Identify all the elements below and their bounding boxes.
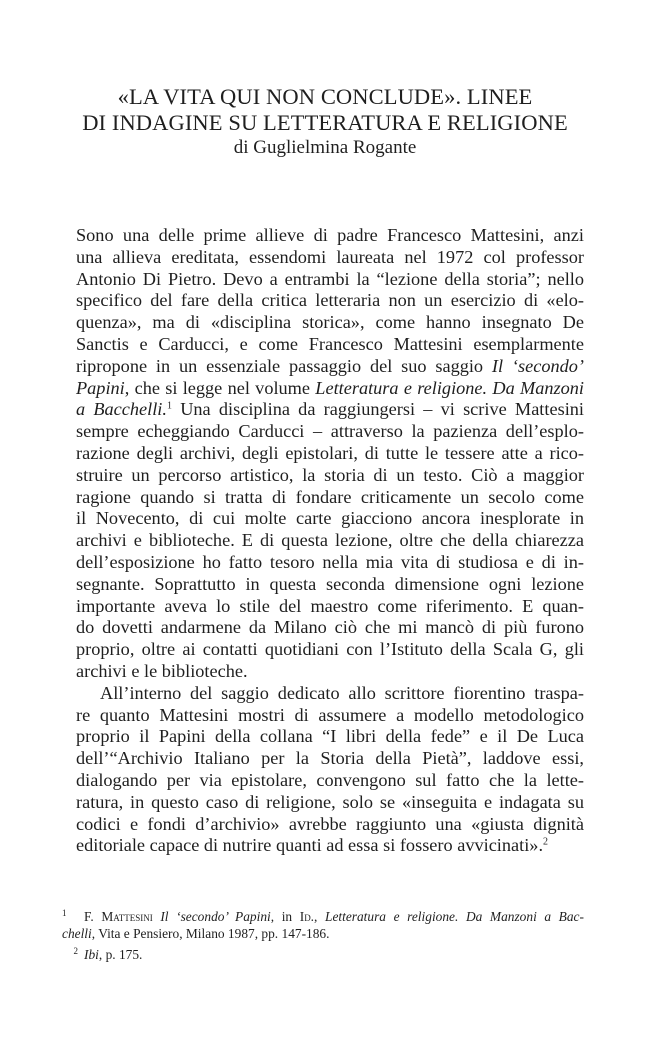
paragraph-1 [76,225,584,683]
book-title-end: a Bacchelli. [76,399,167,420]
text-line: ratura, in questo caso di religione, solo se «inseguita e indagata su [76,791,584,812]
chapter-title-line-2: DI INDAGINE SU LETTERATURA E RELIGIONE [82,110,568,135]
text-line: dialogando per via epistolare, convengono sul fatto che la lette- [76,769,584,790]
text-line: sempre echeggiando Carducci – attraverso la pazienza dell’esplo- [76,421,584,442]
text-line: re quanto Mattesini mostri di assumere a modello metodologico [76,704,584,725]
chapter-author: di Guglielmina Rogante [233,137,417,158]
essay-title-end: Papini [76,377,125,398]
text-line: do dovetti andarmene da Milano ciò che mi mancò di più furono [76,617,584,638]
text-line: razione degli archivi, degli epistolari, di tutte le tessere atte a rico- [76,442,584,463]
body-text [76,225,584,857]
chapter-title-line-1: «LA VITA QUI NON CONCLUDE». LINEE [117,84,533,109]
text-line: specifico del fare della critica letteraria non un esercizio di «elo- [76,290,584,311]
footnote-ref-1[interactable]: 1 [166,400,172,412]
text-line: ripropone in un essenziale passaggio del suo saggio Il ‘secondo’ [76,355,584,376]
footnote-ref-2[interactable]: 2 [543,836,549,848]
text-line: proprio, oltre ai contatti quotidiani con l’Istituto della Scala G, gli [76,639,584,660]
text-line: Papini, che si legge nel volume Letteratura e religione. Da Manzoni [76,377,584,398]
text-line: struire un percorso artistico, la storia di un testo. Ciò a maggior [76,464,584,485]
footnote-number-1: 1 [62,908,67,918]
book-title: Letteratura e religione. Da Manzoni [315,377,584,398]
text-line: proprio il Papini della collana “I libri della fede” e il De Luca [76,726,584,747]
essay-title: Il ‘secondo’ [491,355,584,376]
footnotes [62,905,584,963]
footnote-1: $^1$ F. Mattesini Il ‘secondo’ Papini, in Id., Letteratura e religione. Da Manzoni a Bac- [62,908,584,924]
chapter-heading [0,84,650,160]
text-line: il Novecento, di cui molte carte giacciono ancora inesplorate in [76,508,584,529]
footnote-number-2: 2 [73,945,78,956]
text-line: a Bacchelli.$^1$ Una disciplina da raggiungersi – vi scrive Mattesini [76,399,584,420]
text-line: All’interno del saggio dedicato allo scrittore fiorentino traspa- [100,682,584,703]
text-line: editoriale capace di nutrire quanti ad essa si fossero avvicinati».$^2$ [76,835,549,856]
text-line: importante aveva lo stile del maestro come riferimento. E quan- [76,595,584,616]
text-line: Antonio Di Pietro. Devo a entrambi la “lezione della storia”; nello [76,268,584,289]
text-line: Sanctis e Carducci, e come Francesco Mattesini esemplarmente [76,333,584,354]
text-line: segnante. Soprattutto in questa seconda dimensione ogni lezione [76,573,584,594]
text-line: archivi e biblioteche. E di questa lezione, oltre che della chiarezza [76,530,584,551]
footnote-2: $^2$ Ibi, p. 175. [73,945,143,962]
text-line: Sono una delle prime allieve di padre Francesco Mattesini, anzi [76,225,584,245]
text-line: dell’“Archivio Italiano per la Storia della Pietà”, laddove essi, [76,748,584,769]
text-line: ragione quando si tratta di fondare criticamente un secolo come [76,486,584,507]
text-line: quenza», ma di «disciplina storica», come hanno insegnato De [76,312,584,333]
paragraph-2 [76,683,584,857]
text-line: una allieva ereditata, essendomi laureata nel 1972 col professor [76,246,584,267]
text-line: dell’esposizione ho fatto tesoro nella mia vita di studiosa e di in- [76,551,584,572]
text-line: archivi e le biblioteche. [76,660,248,681]
footnote-1-cont: chelli, Vita e Pensiero, Milano 1987, pp. 147-186. [62,926,330,942]
text-line: codici e fondi d’archivio» avrebbe raggiunto una «giusta dignità [76,813,584,834]
